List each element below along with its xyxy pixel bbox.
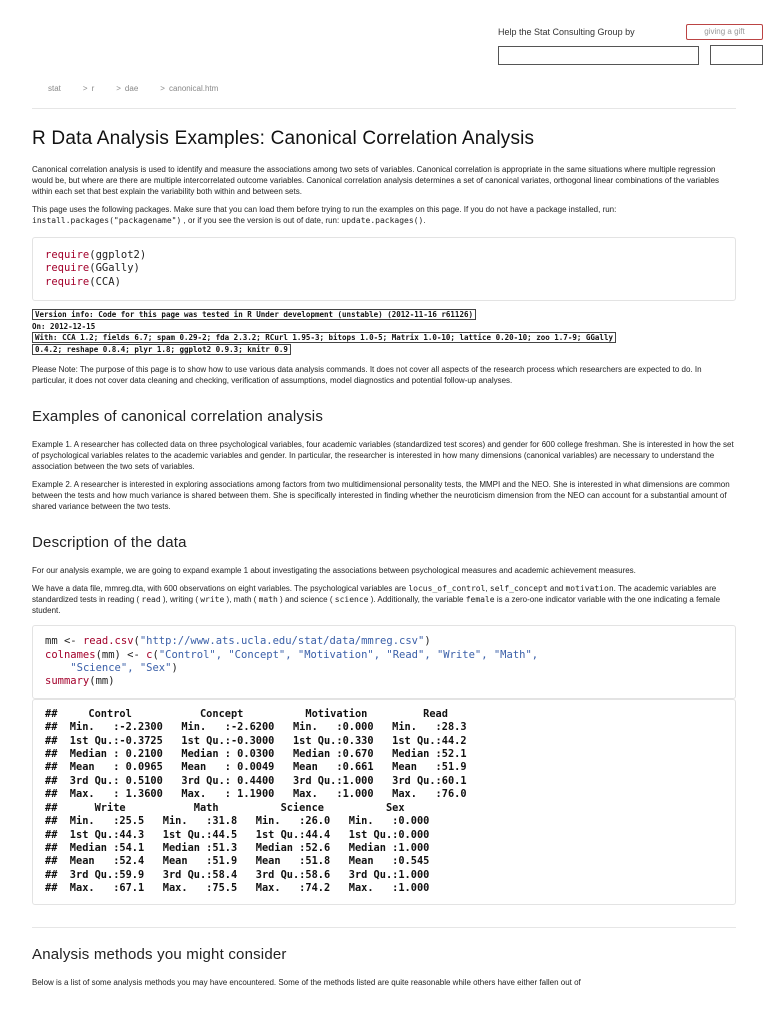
version-line-1: Version info: Code for this page was tested in R Under development (unstable) (2012-11-16 r61126) <box>32 309 476 320</box>
paragraph-text: . The academic variables are standardized tests in reading ( <box>32 584 717 605</box>
code-string: "Science", "Sex" <box>70 662 172 675</box>
summary-output-line: ## Median :54.1 Median :51.3 Median :52.6 Median :1.000 <box>45 841 442 854</box>
variable-name-code: self_concept <box>489 584 548 594</box>
summary-output-line: ## 3rd Qu.:59.9 3rd Qu.:58.4 3rd Qu.:58.6 3rd Qu.:1.000 <box>45 868 442 881</box>
variable-name-code: math <box>258 595 278 605</box>
paragraph-text: , <box>485 584 490 594</box>
code-text: (mm) <box>89 675 115 688</box>
code-fn: colnames <box>45 648 96 661</box>
variable-name-code: read <box>141 595 161 605</box>
summary-output-line: ## Max. :67.1 Max. :75.5 Max. :74.2 Max. :1.000 <box>45 882 442 895</box>
require-arg: CCA <box>95 275 115 288</box>
summary-output-line: ## Mean : 0.0965 Mean : 0.0049 Mean :0.661 Mean :51.9 <box>45 761 479 774</box>
search-button[interactable] <box>710 45 763 65</box>
code-string: "http://www.ats.ucla.edu/stat/data/mmreg.csv" <box>139 635 425 648</box>
variable-name-code: female <box>465 595 495 605</box>
code-string: "Control", "Concept", "Motivation", "Read", "Write", "Math", <box>158 648 539 661</box>
page-title: R Data Analysis Examples: Canonical Correlation Analysis <box>32 128 535 149</box>
code-fn: c <box>146 648 153 661</box>
summary-output-line: ## 1st Qu.:-0.3725 1st Qu.:-0.3000 1st Qu.:0.330 1st Qu.:44.2 <box>45 734 479 747</box>
main-content <box>32 128 736 988</box>
install-packages-code: install.packages("packagename") <box>32 216 182 225</box>
summary-output-line: ## Min. :25.5 Min. :31.8 Min. :26.0 Min. :0.000 <box>45 815 442 828</box>
summary-output-line: ## Mean :52.4 Mean :51.9 Mean :51.8 Mean :0.545 <box>45 855 442 868</box>
require-code-block: require(ggplot2) require(GGally) require(CCA) <box>32 237 736 301</box>
code-text: (mm) <- <box>95 648 147 661</box>
variable-name-code: motivation <box>565 584 614 594</box>
packages-text-b: , or if you see the version is out of date, run: <box>183 216 340 225</box>
analysis-methods-paragraph: Below is a list of some analysis methods you may have encountered. Some of the methods listed are quite reasonable while others have either fallen out of <box>32 977 581 987</box>
summary-output-block <box>32 699 736 905</box>
breadcrumb-separator: > <box>160 84 165 93</box>
require-fn: require <box>45 249 90 261</box>
paragraph-text: and <box>547 584 566 594</box>
paragraph-text: We have a data file, mmreg.dta, with 600 observations on eight variables. The psychological variables are <box>32 584 409 594</box>
paragraph-text: ). Additionally, the variable <box>368 595 466 605</box>
breadcrumb <box>48 84 240 93</box>
code-fn: summary <box>45 675 90 688</box>
version-line-2: On: 2012-12-15 <box>32 321 96 331</box>
paragraph-text: is a zero-one indicator variable with the one indicating a female student. <box>32 595 721 616</box>
data-description-heading: Description of the data <box>32 534 187 552</box>
code-fn: read.csv <box>82 635 134 648</box>
packages-text-a: This page uses the following packages. Make sure that you can load them before trying to run the examples on this page. If you do not have a package installed, run: <box>32 205 617 214</box>
summary-output-line: ## Control Concept Motivation Read <box>45 707 479 720</box>
packages-text-c: . <box>423 216 426 225</box>
variable-name-code: write <box>200 595 225 605</box>
search-input[interactable] <box>498 46 699 65</box>
breadcrumb-item-current: canonical.htm <box>168 84 219 93</box>
analysis-methods-heading: Analysis methods you might consider <box>32 945 287 963</box>
variable-name-code: science <box>334 595 369 605</box>
breadcrumb-item-stat[interactable]: stat <box>48 84 61 93</box>
breadcrumb-separator: > <box>82 84 88 93</box>
require-fn: require <box>45 262 90 275</box>
update-packages-code: update.packages() <box>341 216 424 225</box>
summary-output-line: ## Write Math Science Sex <box>45 801 448 814</box>
read-csv-code-block: mm <- read.csv("http://www.ats.ucla.edu/stat/data/mmreg.csv") colnames(mm) <- c("Control", "Concept", "Motivation", "Read", "Write", "Math", "Science", "Sex") summary(mm) <box>32 625 736 699</box>
please-note-paragraph: Please Note: The purpose of this page is to show how to use various data analysis commands. It does not cover all aspects of the research process which researchers are expected to do. In particular, it does not cover data cleaning and checking, verification of assumptions, model diagnostics and potential follow-up analyses. <box>32 365 702 386</box>
paragraph-text: ) and science ( <box>277 595 335 605</box>
breadcrumb-item-r[interactable]: r <box>91 84 95 93</box>
section-divider <box>32 927 736 928</box>
version-line-3: With: CCA 1.2; fields 6.7; spam 0.29-2; fda 2.3.2; RCurl 1.95-3; bitops 1.0-5; Matrix 1.0-10; lattice 0.20-10; zoo 1.7-9; GGally <box>32 332 616 343</box>
data-description-p1: For our analysis example, we are going to expand example 1 about investigating the associations between psychological measures and academic achievement measures. <box>32 566 636 576</box>
require-arg: ggplot2 <box>95 249 140 261</box>
packages-paragraph <box>32 204 736 226</box>
paragraph-text: ), math ( <box>224 595 259 605</box>
help-text: Help the Stat Consulting Group by <box>498 27 635 37</box>
summary-output-line: ## 1st Qu.:44.3 1st Qu.:44.5 1st Qu.:44.4 1st Qu.:0.000 <box>45 828 442 841</box>
breadcrumb-separator: > <box>116 84 121 93</box>
version-info <box>32 309 736 355</box>
summary-output-line: ## 3rd Qu.: 0.5100 3rd Qu.: 0.4400 3rd Qu.:1.000 3rd Qu.:60.1 <box>45 774 479 787</box>
data-description-p2 <box>32 583 736 616</box>
summary-output-line: ## Min. :-2.2300 Min. :-2.6200 Min. :0.000 Min. :28.3 <box>45 721 479 734</box>
giving-gift-button[interactable]: giving a gift <box>686 24 763 40</box>
intro-paragraph: Canonical correlation analysis is used to identify and measure the associations among two sets of variables. Canonical correlation is appropriate in the same situations where multiple regression would be, but where are there are multiple intercorrelated outcome variables. Canonical correlation analysis determines a set of canonical variates, orthogonal linear combinations of the variables within each set that best explain the variability both within and between sets. <box>32 165 720 196</box>
summary-output-line: ## Median : 0.2100 Median : 0.0300 Median :0.670 Median :52.1 <box>45 748 479 761</box>
code-text: mm <- <box>45 635 83 648</box>
paragraph-text: ), writing ( <box>160 595 201 605</box>
summary-output-line: ## Max. : 1.3600 Max. : 1.1900 Max. :1.000 Max. :76.0 <box>45 788 479 801</box>
examples-heading: Examples of canonical correlation analysis <box>32 408 324 426</box>
variable-name-code: locus_of_control <box>408 584 486 594</box>
version-line-4: 0.4.2; reshape 0.8.4; plyr 1.8; ggplot2 0.9.3; knitr 0.9 <box>32 344 291 355</box>
breadcrumb-item-dae[interactable]: dae <box>124 84 139 93</box>
require-arg: GGally <box>95 262 134 275</box>
require-fn: require <box>45 275 90 288</box>
header-divider <box>32 108 736 109</box>
example-1-paragraph: Example 1. A researcher has collected data on three psychological variables, four academic variables (standardized test scores) and gender for 600 college freshman. She is interested in how the set of psychological variables relates to the academic variables and gender. In particular, the researcher is interested in how many dimensions (canonical variables) are necessary to understand the association between the two sets of variables. <box>32 440 734 472</box>
example-2-paragraph: Example 2. A researcher is interested in exploring associations among factors from two multidimensional personality tests, the MMPI and the NEO. She is interested in what dimensions are common between the tests and how much variance is shared between them. She is specifically interested in finding whether the neuroticism dimension from the NEO can account for a substantial amount of shared variance between the two tests. <box>32 480 730 512</box>
